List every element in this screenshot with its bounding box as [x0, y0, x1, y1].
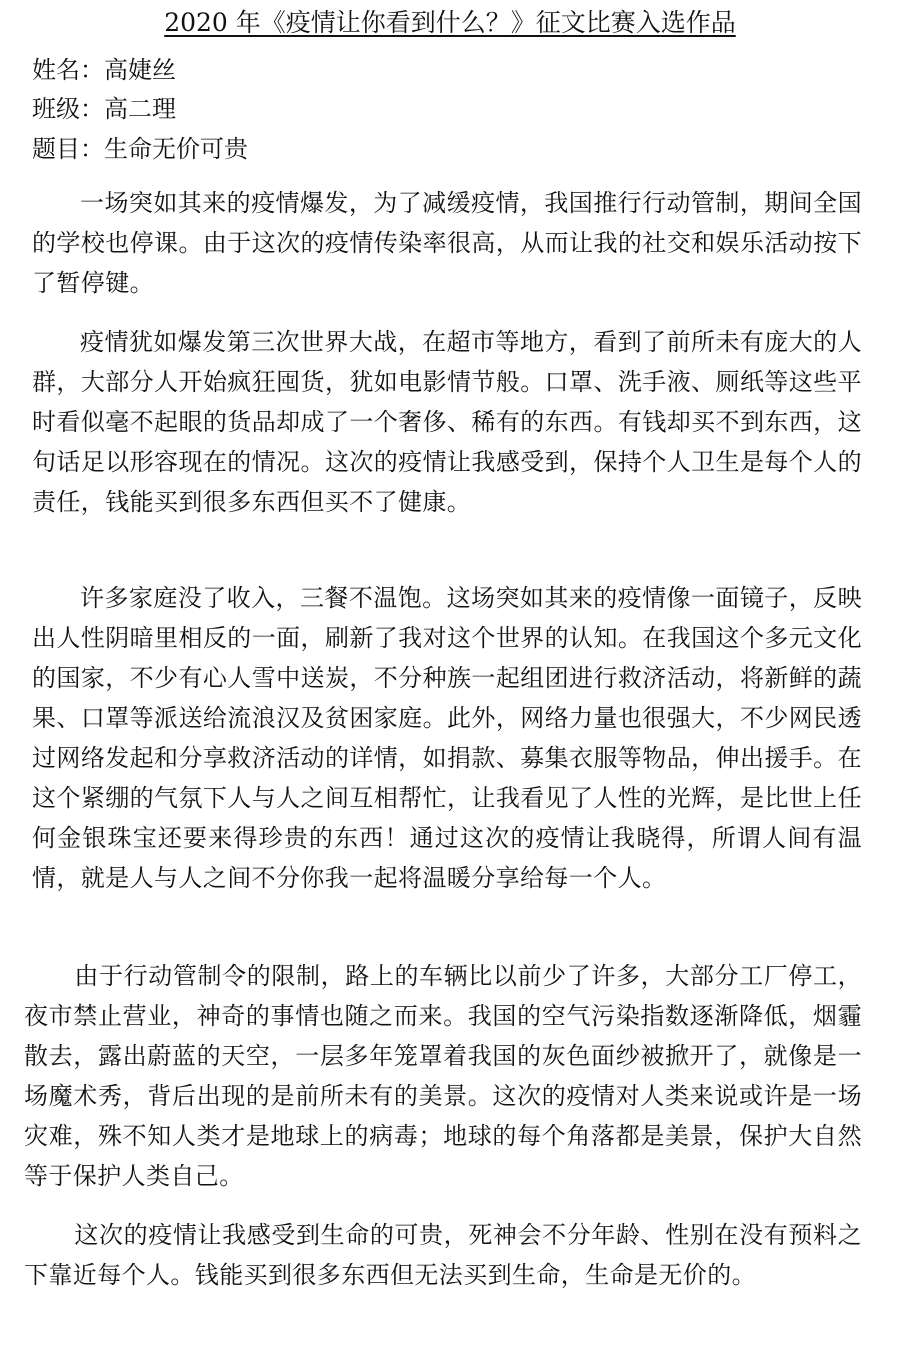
- paragraph-2: 疫情犹如爆发第三次世界大战，在超市等地方，看到了前所未有庞大的人群，大部分人开始疯狂囤货，犹如电影情节般。口罩、洗手液、厕纸等这些平时看似毫不起眼的货品却成了一个奢侈、稀有的东西。有钱却买不到东西，这句话足以形容现在的情况。这次的疫情让我感受到，保持个人卫生是每个人的责任，钱能买到很多东西但买不了健康。: [32, 328, 862, 516]
- topic-line: 题目：生命无价可贵: [32, 135, 248, 163]
- essay-title-text: 2020 年《疫情让你看到什么？》征文比赛入选作品: [164, 8, 736, 37]
- paragraph-5: 这次的疫情让我感受到生命的可贵，死神会不分年龄、性别在没有预料之下靠近每个人。钱能买到很多东西但无法买到生命，生命是无价的。: [24, 1221, 862, 1289]
- class-line: 班级：高二理: [32, 95, 176, 123]
- paragraph-4: 由于行动管制令的限制，路上的车辆比以前少了许多，大部分工厂停工，夜市禁止营业，神奇的事情也随之而来。我国的空气污染指数逐渐降低，烟霾散去，露出蔚蓝的天空，一层多年笼罩着我国的灰色面纱被掀开了，就像是一场魔术秀，背后出现的是前所未有的美景。这次的疫情对人类来说或许是一场灾难，殊不知人类才是地球上的病毒；地球的每个角落都是美景，保护大自然等于保护人类自己。: [24, 962, 862, 1190]
- paragraph-1: 一场突如其来的疫情爆发，为了减缓疫情，我国推行行动管制，期间全国的学校也停课。由于这次的疫情传染率很高，从而让我的社交和娱乐活动按下了暂停键。: [32, 189, 862, 297]
- paragraph-3: 许多家庭没了收入，三餐不温饱。这场突如其来的疫情像一面镜子，反映出人性阴暗里相反的一面，刷新了我对这个世界的认知。在我国这个多元文化的国家，不少有心人雪中送炭，不分种族一起组团进行救济活动，将新鲜的蔬果、口罩等派送给流浪汉及贫困家庭。此外，网络力量也很强大，不少网民透过网络发起和分享救济活动的详情，如捐款、募集衣服等物品，伸出援手。在这个紧绷的气氛下人与人之间互相帮忙，让我看见了人性的光辉，是比世上任何金银珠宝还要来得珍贵的东西！通过这次的疫情让我晓得，所谓人间有温情，就是人与人之间不分你我一起将温暖分享给每一个人。: [32, 584, 862, 892]
- essay-title: [0, 6, 900, 40]
- author-name-line: 姓名：高婕丝: [32, 56, 176, 84]
